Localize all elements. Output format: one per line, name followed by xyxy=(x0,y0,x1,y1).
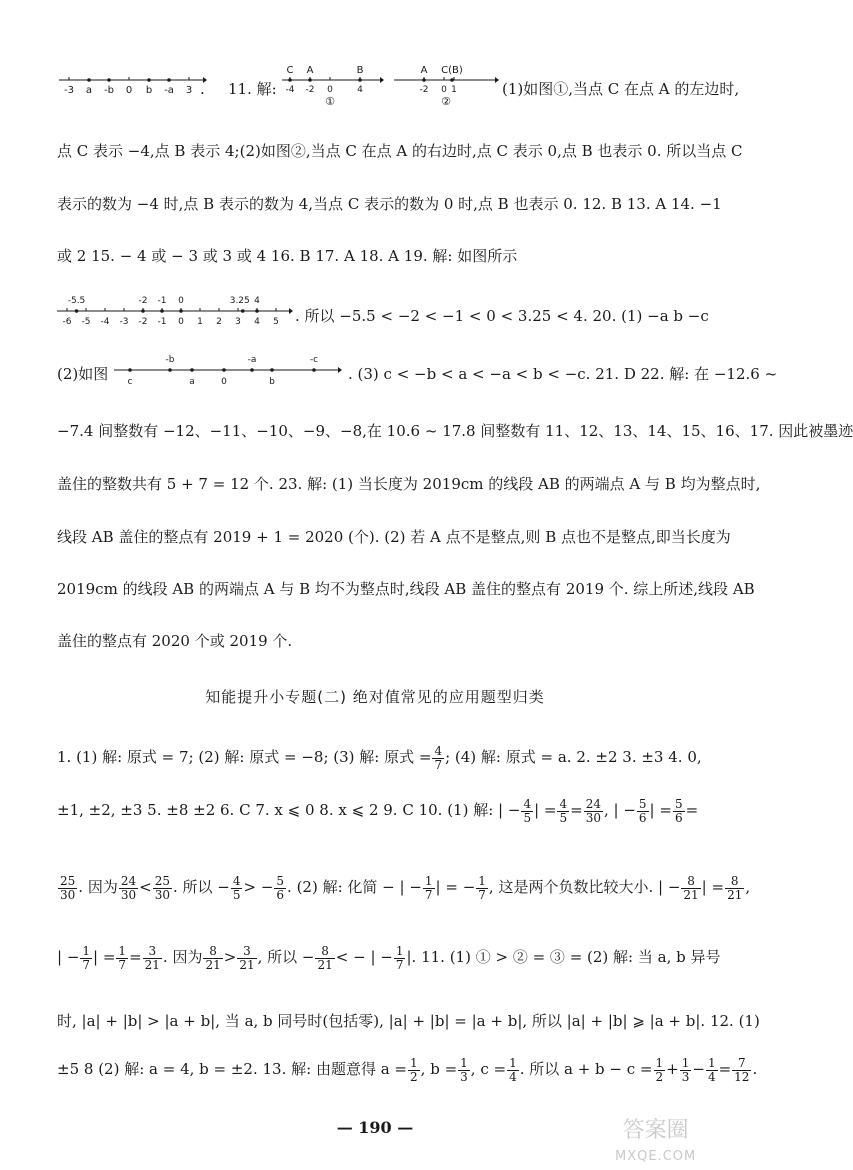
nl5-top-label: -a xyxy=(247,355,257,365)
line-13-d: , | − xyxy=(603,801,636,819)
line-14-e: . (2) 解: 化简 − | − xyxy=(287,878,422,896)
fraction-1-3 xyxy=(458,1057,470,1084)
line-17-a: ±5 8 (2) 解: a = 4, b = ±2. 13. 解: 由题意得 a = xyxy=(57,1060,408,1078)
watermark-bottom: MXQE.COM xyxy=(615,1149,697,1164)
frac-den: 7 xyxy=(424,887,433,902)
frac-num: 1 xyxy=(395,943,404,958)
nl5-bottom-label: c xyxy=(127,377,133,387)
nl5-dot xyxy=(190,368,194,372)
frac-den: 6 xyxy=(276,887,285,902)
frac-num: 4 xyxy=(523,796,532,811)
frac-den: 30 xyxy=(585,810,601,825)
frac-num: 1 xyxy=(82,943,91,958)
nl4-bottom-label: 2 xyxy=(216,317,222,327)
frac-num: 3 xyxy=(143,945,162,959)
line-11: 盖住的整点有 2020 个或 2019 个. xyxy=(57,632,293,650)
frac-num: 8 xyxy=(315,945,334,959)
nl5-bottom-label: a xyxy=(189,377,195,387)
fraction-1-3-b xyxy=(680,1057,692,1084)
fraction-5-6-b xyxy=(673,798,685,825)
fraction-25-30 xyxy=(58,875,77,902)
line-17-d: . 所以 a + b − c = xyxy=(519,1060,653,1078)
frac-num: 25 xyxy=(60,873,76,888)
frac-num: 25 xyxy=(154,873,170,888)
fraction-4-7 xyxy=(432,745,444,772)
nl5-dot xyxy=(168,368,172,372)
frac-den: 7 xyxy=(478,887,486,902)
nl3-bottom-label: 1 xyxy=(451,85,457,95)
frac-num: 1 xyxy=(478,873,486,888)
frac-num: 1 xyxy=(681,1055,690,1070)
nl5-dot xyxy=(128,368,132,372)
number-line-2-svg xyxy=(280,64,385,108)
frac-den: 6 xyxy=(638,810,647,825)
line-17-h: . xyxy=(752,1060,758,1078)
nl3-dot xyxy=(450,78,454,82)
nl3-bottom-label: -2 xyxy=(419,85,429,95)
frac-den: 3 xyxy=(681,1069,690,1084)
line-14-h: | = xyxy=(701,878,725,896)
frac-den: 21 xyxy=(727,887,743,902)
frac-den: 30 xyxy=(154,887,170,902)
line-10: 2019cm 的线段 AB 的两端点 A 与 B 均不为整点时,线段 AB 盖住的整点有 2019 个. 综上所述,线段 AB xyxy=(57,580,755,598)
line-12 xyxy=(57,740,702,774)
line-2: 点 C 表示 −4,点 B 表示 4;(2)如图②,当点 C 在点 A 的右边时,点 C 表示 0,点 B 也表示 0. 所以当点 C xyxy=(57,142,743,160)
nl4-bottom-label: 1 xyxy=(197,317,203,327)
number-line-1 xyxy=(57,68,207,102)
nl5-dot xyxy=(270,368,274,372)
line-14-d: > − xyxy=(243,878,274,896)
line-15-e: > xyxy=(223,948,237,966)
line-15-h: |. 11. (1) ① > ② = ③ = (2) 解: 当 a, b 异号 xyxy=(406,948,721,966)
fraction-24-30 xyxy=(584,798,603,825)
frac-num: 1 xyxy=(509,1055,517,1070)
frac-num: 1 xyxy=(410,1055,418,1070)
nl5-bottom-label: b xyxy=(269,377,275,387)
frac-den: 12 xyxy=(734,1069,750,1084)
line-14-b: < xyxy=(139,878,152,896)
nl4-bottom-label: 5 xyxy=(273,317,279,327)
fraction-25-30-b xyxy=(153,875,172,902)
nl1-label: 0 xyxy=(125,85,133,96)
nl4-bottom-label: -6 xyxy=(62,317,72,327)
frac-den: 21 xyxy=(683,887,699,902)
nl4-dot xyxy=(255,309,259,313)
nl5-dot xyxy=(250,368,254,372)
line-14-f: | = − xyxy=(435,878,476,896)
nl4-bottom-label: -1 xyxy=(157,317,167,327)
frac-den: 30 xyxy=(60,887,76,902)
line-12-a: 1. (1) 解: 原式 = 7; (2) 解: 原式 = −8; (3) 解: 原式 = xyxy=(57,748,432,766)
fraction-1-2 xyxy=(408,1057,420,1084)
frac-num: 1 xyxy=(118,943,127,958)
nl5-dot xyxy=(222,368,226,372)
frac-den: 4 xyxy=(707,1069,716,1084)
frac-num: 4 xyxy=(434,743,443,758)
frac-num: 5 xyxy=(638,796,647,811)
line-8: 盖住的整数共有 5 + 7 = 12 个. 23. 解: (1) 当长度为 2019cm 的线段 AB 的两端点 A 与 B 均为整点时, xyxy=(57,475,761,493)
fraction-8-21-d xyxy=(315,945,334,972)
nl5-bottom-label: 0 xyxy=(221,377,227,387)
frac-den: 5 xyxy=(559,810,568,825)
number-line-5 xyxy=(112,352,344,396)
line-15-b: | = xyxy=(93,948,116,966)
nl4-top-label: -5.5 xyxy=(67,296,86,306)
fraction-8-21 xyxy=(681,875,700,902)
fraction-1-4 xyxy=(507,1057,519,1084)
line-14-i: , xyxy=(745,878,751,896)
nl1-label: a xyxy=(85,85,93,96)
nl4-top-label: 0 xyxy=(178,296,184,306)
frac-num: 1 xyxy=(424,873,433,888)
fraction-3-21-b xyxy=(237,945,256,972)
line-12-b: ; (4) 解: 原式 = a. 2. ±2 3. ±3 4. 0, xyxy=(445,748,702,766)
fraction-8-21-b xyxy=(725,875,744,902)
line-6-b: . (3) c < −b < a < −a < b < −c. 21. D 22. 解: 在 −12.6 ~ xyxy=(348,365,778,383)
fraction-7-12 xyxy=(732,1057,751,1084)
nl4-dot xyxy=(160,309,164,313)
line-15-d: . 因为 xyxy=(162,948,203,966)
line-15-a: | − xyxy=(57,948,80,966)
line1-text: (1)如图①,当点 C 在点 A 的左边时, xyxy=(502,80,740,98)
nl2-bottom-label: 4 xyxy=(357,85,363,95)
nl1-label: 3 xyxy=(185,85,193,96)
frac-num: 8 xyxy=(203,945,222,959)
nl4-dot xyxy=(75,309,79,313)
nl2-top-label: A xyxy=(306,65,314,76)
nl1-label: -a xyxy=(164,85,174,96)
frac-den: 2 xyxy=(410,1069,418,1084)
watermark-logo xyxy=(615,1118,696,1170)
nl3-top-label: C(B) xyxy=(441,65,463,76)
frac-den: 5 xyxy=(523,810,532,825)
frac-num: 4 xyxy=(232,873,241,888)
frac-den: 21 xyxy=(205,957,221,972)
frac-num: 24 xyxy=(120,873,137,888)
nl1-dot xyxy=(87,78,91,82)
frac-den: 21 xyxy=(239,957,255,972)
section-heading: 知能提升小专题(二) 绝对值常见的应用题型归类 xyxy=(205,688,545,706)
frac-num: 8 xyxy=(681,875,700,889)
line-13-b: | = xyxy=(534,801,557,819)
nl4-dot xyxy=(241,309,245,313)
nl2-bottom-label: -4 xyxy=(285,85,295,95)
line-17-g: = xyxy=(718,1060,732,1078)
nl3-bottom-label: 0 xyxy=(441,85,447,95)
line-5: . 所以 −5.5 < −2 < −1 < 0 < 3.25 < 4. 20. (1) −a b −c xyxy=(295,307,709,325)
nl1-dot xyxy=(147,78,151,82)
frac-num: 3 xyxy=(237,945,256,959)
line-13-c: = xyxy=(570,801,583,819)
line-15 xyxy=(57,940,721,974)
frac-den: 7 xyxy=(434,757,443,772)
frac-num: 4 xyxy=(559,796,568,811)
nl1-dot xyxy=(167,78,171,82)
nl5-dot xyxy=(312,368,316,372)
frac-den: 2 xyxy=(655,1069,664,1084)
fraction-4-5-c xyxy=(231,875,243,902)
fraction-1-7-d xyxy=(116,945,128,972)
line-15-f: , 所以 − xyxy=(257,948,315,966)
frac-den: 6 xyxy=(674,810,683,825)
nl1-label: -3 xyxy=(64,85,74,96)
fraction-1-7 xyxy=(423,875,435,902)
fraction-4-5-b xyxy=(557,798,569,825)
line-15-c: = xyxy=(129,948,142,966)
frac-num: 5 xyxy=(276,873,285,888)
nl2-top-label: B xyxy=(356,65,364,76)
frac-den: 3 xyxy=(460,1069,468,1084)
line-6-a: (2)如图 xyxy=(57,365,109,383)
frac-den: 7 xyxy=(395,957,404,972)
nl4-bottom-label: -5 xyxy=(81,317,91,327)
nl4-top-label: -2 xyxy=(138,296,148,306)
frac-den: 7 xyxy=(82,957,91,972)
line-9: 线段 AB 盖住的整点有 2019 + 1 = 2020 (个). (2) 若 A 点不是整点,则 B 点也不是整点,即当长度为 xyxy=(57,528,731,546)
frac-den: 7 xyxy=(118,957,127,972)
frac-den: 21 xyxy=(317,957,333,972)
line-15-g: < − | − xyxy=(335,948,393,966)
frac-num: 8 xyxy=(725,875,744,889)
nl4-bottom-label: 3 xyxy=(235,317,241,327)
nl4-bottom-label: -3 xyxy=(119,317,129,327)
nl5-top-label: -c xyxy=(309,355,319,365)
line-14-g: , 这是两个负数比较大小. | − xyxy=(488,878,681,896)
line-13-a: ±1, ±2, ±3 5. ±8 ±2 6. C 7. x ⩽ 0 8. x ⩽ 2 9. C 10. (1) 解: | − xyxy=(57,801,521,819)
fraction-3-21 xyxy=(143,945,162,972)
nl1-dot xyxy=(107,78,111,82)
nl4-dot xyxy=(141,309,145,313)
line-14-c: . 所以 − xyxy=(172,878,230,896)
fraction-1-7-e xyxy=(394,945,406,972)
line-14-a: . 因为 xyxy=(78,878,118,896)
fraction-5-6 xyxy=(637,798,649,825)
line-13-e: | = xyxy=(649,801,672,819)
fraction-5-6-c xyxy=(274,875,286,902)
line-14 xyxy=(57,870,751,904)
fraction-1-7-c xyxy=(80,945,92,972)
line-4: 或 2 15. − 4 或 − 3 或 3 或 4 16. B 17. A 18. A 19. 解: 如图所示 xyxy=(57,247,518,265)
nl3-top-label: A xyxy=(420,65,428,76)
number-line-4 xyxy=(55,293,295,341)
number-line-1-svg xyxy=(57,68,207,98)
line1-dot: . xyxy=(200,80,205,98)
number-line-4-svg xyxy=(55,293,295,337)
page-number: — 190 — xyxy=(336,1118,414,1137)
number-line-3 xyxy=(392,64,500,112)
nl2-caption: ① xyxy=(325,95,335,108)
line-7: −7.4 间整数有 −12、−11、−10、−9、−8,在 10.6 ~ 17.8 间整数有 11、12、13、14、15、16、17. 因此被墨迹 xyxy=(57,422,853,440)
fraction-1-4-b xyxy=(706,1057,718,1084)
nl4-bottom-label: 4 xyxy=(254,317,260,327)
frac-num: 1 xyxy=(460,1055,468,1070)
number-line-5-svg xyxy=(112,352,344,392)
nl4-top-label: 3.25 xyxy=(229,296,250,306)
fraction-1-7-b xyxy=(476,875,488,902)
fraction-24-30-b xyxy=(119,875,138,902)
nl4-top-label: 4 xyxy=(254,296,260,306)
frac-num: 1 xyxy=(655,1055,664,1070)
frac-num: 1 xyxy=(707,1055,716,1070)
nl1-label: b xyxy=(145,85,153,96)
fraction-4-5 xyxy=(521,798,533,825)
frac-den: 5 xyxy=(232,887,241,902)
line-3: 表示的数为 −4 时,点 B 表示的数为 4,当点 C 表示的数为 0 时,点 B 也表示 0. 12. B 13. A 14. −1 xyxy=(57,195,722,213)
number-line-2 xyxy=(280,64,385,112)
nl2-top-label: C xyxy=(286,65,294,76)
fraction-8-21-c xyxy=(203,945,222,972)
line-17-c: , c = xyxy=(470,1060,507,1078)
watermark-top: 答案圈 xyxy=(622,1118,689,1143)
frac-num: 24 xyxy=(585,796,601,811)
nl1-label: -b xyxy=(104,85,114,96)
nl2-bottom-label: -2 xyxy=(305,85,315,95)
nl4-top-label: -1 xyxy=(157,296,167,306)
frac-den: 30 xyxy=(120,887,137,902)
nl4-bottom-label: -4 xyxy=(100,317,110,327)
line-13 xyxy=(57,793,697,827)
fraction-1-2-b xyxy=(654,1057,666,1084)
line-17-f: − xyxy=(692,1060,705,1078)
nl4-bottom-label: -2 xyxy=(138,317,148,327)
nl2-bottom-label: 0 xyxy=(327,85,333,95)
nl5-top-label: -b xyxy=(165,355,175,365)
line1-problem11: 11. 解: xyxy=(228,80,277,98)
line-16: 时, |a| + |b| > |a + b|, 当 a, b 同号时(包括零), |a| + |b| = |a + b|, 所以 |a| + |b| ⩾ |a + b|. 12. (1) xyxy=(57,1012,760,1030)
frac-den: 21 xyxy=(144,957,160,972)
number-line-3-svg xyxy=(392,64,500,108)
nl4-bottom-label: 0 xyxy=(178,317,184,327)
nl4-dot xyxy=(179,309,183,313)
line-17-e: + xyxy=(666,1060,679,1078)
frac-num: 5 xyxy=(674,796,683,811)
frac-den: 4 xyxy=(509,1069,517,1084)
frac-num: 7 xyxy=(732,1057,751,1071)
line-17 xyxy=(57,1052,758,1086)
line-13-f: = xyxy=(685,801,699,819)
nl3-caption: ② xyxy=(441,95,451,108)
line-17-b: , b = xyxy=(420,1060,458,1078)
